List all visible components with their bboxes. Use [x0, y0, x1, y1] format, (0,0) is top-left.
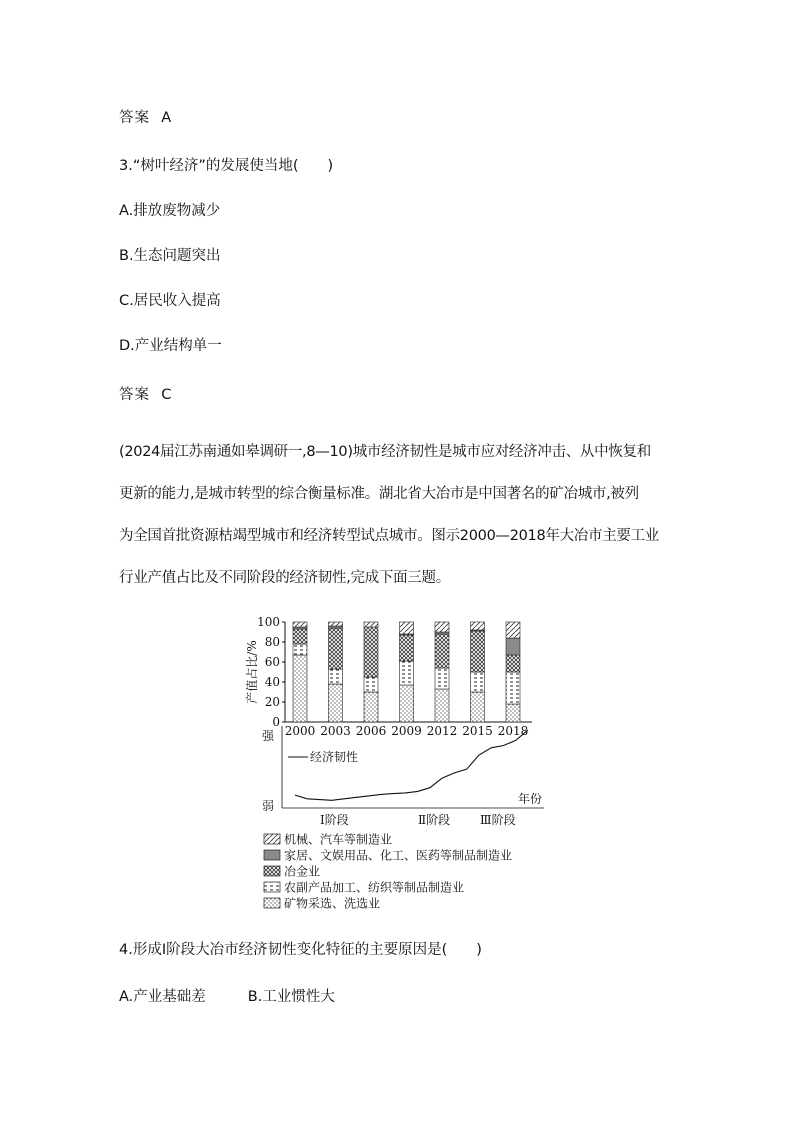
resilience-weak-label: 弱	[261, 799, 274, 813]
bar-segment	[400, 622, 414, 634]
legend-swatch	[264, 850, 280, 860]
answer-q3	[119, 385, 172, 405]
question-4-option-a: A.产业基础差	[119, 989, 206, 1005]
x-tick-label: 2006	[355, 724, 387, 738]
bar-segment	[471, 672, 485, 692]
stage-2-label: Ⅱ阶段	[418, 813, 451, 827]
bar-segment	[506, 655, 520, 672]
answer-q2	[119, 108, 172, 128]
bar-segment	[435, 622, 449, 632]
x-tick-label: 2018	[497, 724, 529, 738]
legend-swatch	[264, 882, 280, 892]
y-axis-label: 产值占比/%	[245, 640, 259, 704]
bar-segment	[329, 669, 343, 684]
bar-segment	[293, 644, 307, 655]
bar-segment	[506, 704, 520, 722]
legend-label: 矿物采选、洗选业	[284, 896, 381, 911]
legend-label: 农副产品加工、纺织等制品制造业	[284, 880, 465, 895]
bar-segment	[435, 689, 449, 722]
y-tick-label: 80	[264, 635, 280, 649]
legend-swatch	[264, 898, 280, 908]
y-tick-label: 0	[272, 715, 280, 729]
bar-segment	[471, 622, 485, 630]
bar-segment	[293, 629, 307, 644]
stage-1-label: Ⅰ阶段	[320, 813, 349, 827]
bar-segment	[364, 677, 378, 692]
question-4-stem: 4.形成Ⅰ阶段大冶市经济韧性变化特征的主要原因是( )	[119, 942, 482, 958]
bar-segment	[329, 628, 343, 669]
question-3-option-d: D.产业结构单一	[119, 338, 222, 354]
bar-segment	[364, 622, 378, 627]
bar-segment	[471, 631, 485, 672]
bar-segment	[400, 685, 414, 722]
bar-segment	[293, 655, 307, 722]
bar-segment	[506, 622, 520, 638]
bar-segment	[400, 661, 414, 685]
y-tick-label: 20	[264, 695, 280, 709]
intro-line: 为全国首批资源枯竭型城市和经济转型试点城市。图示2000—2018年大冶市主要工业	[119, 528, 660, 544]
y-tick-label: 100	[257, 615, 280, 629]
y-tick-label: 40	[264, 675, 280, 689]
bar-segment	[471, 692, 485, 722]
answer-label: 答案	[119, 387, 150, 403]
bar-segment	[329, 622, 343, 626]
year-axis-label: 年份	[518, 792, 543, 806]
question-4-options	[119, 987, 335, 1007]
x-tick-label: 2009	[391, 724, 422, 738]
question-3-option-a: A.排放废物减少	[119, 203, 221, 219]
legend-label: 冶金业	[284, 864, 321, 879]
resilience-strong-label: 强	[261, 729, 274, 743]
intro-line: 行业产值占比及不同阶段的经济韧性,完成下面三题。	[119, 570, 450, 586]
bar-segment	[435, 634, 449, 668]
question-4-option-b: B.工业惯性大	[247, 989, 335, 1005]
intro-line: (2024届江苏南通如皋调研一,8—10)城市经济韧性是城市应对经济冲击、从中恢复和	[119, 444, 651, 460]
resilience-legend-label: 经济韧性	[310, 750, 359, 764]
legend-label: 家居、文娱用品、化工、医药等制品制造业	[284, 848, 513, 863]
industry-share-figure	[240, 612, 560, 912]
bar-segment	[400, 635, 414, 661]
legend-swatch	[264, 834, 280, 844]
legend-label: 机械、汽车等制造业	[284, 832, 393, 847]
question-3-stem: 3.“树叶经济”的发展使当地( )	[119, 158, 334, 174]
bar-segment	[293, 622, 307, 627]
x-tick-label: 2003	[320, 724, 351, 738]
answer-label: 答案	[119, 110, 150, 126]
y-tick-label: 60	[264, 655, 280, 669]
resilience-curve	[295, 730, 528, 800]
x-tick-label: 2012	[426, 724, 458, 738]
question-3-option-c: C.居民收入提高	[119, 293, 221, 309]
bar-segment	[364, 692, 378, 722]
intro-line: 更新的能力,是城市转型的综合衡量标准。湖北省大冶市是中国著名的矿冶城市,被列	[119, 486, 639, 502]
answer-value: C	[161, 387, 173, 403]
answer-value: A	[161, 110, 173, 126]
bar-segment	[506, 672, 520, 704]
bar-segment	[329, 684, 343, 722]
stage-3-label: Ⅲ阶段	[480, 813, 516, 827]
bar-segment	[435, 668, 449, 689]
bar-segment	[364, 627, 378, 677]
chart-canvas	[240, 612, 560, 912]
bar-segment	[506, 638, 520, 655]
legend-swatch	[264, 866, 280, 876]
x-tick-label: 2000	[284, 724, 316, 738]
question-3-option-b: B.生态问题突出	[119, 248, 221, 264]
x-tick-label: 2015	[462, 724, 493, 738]
